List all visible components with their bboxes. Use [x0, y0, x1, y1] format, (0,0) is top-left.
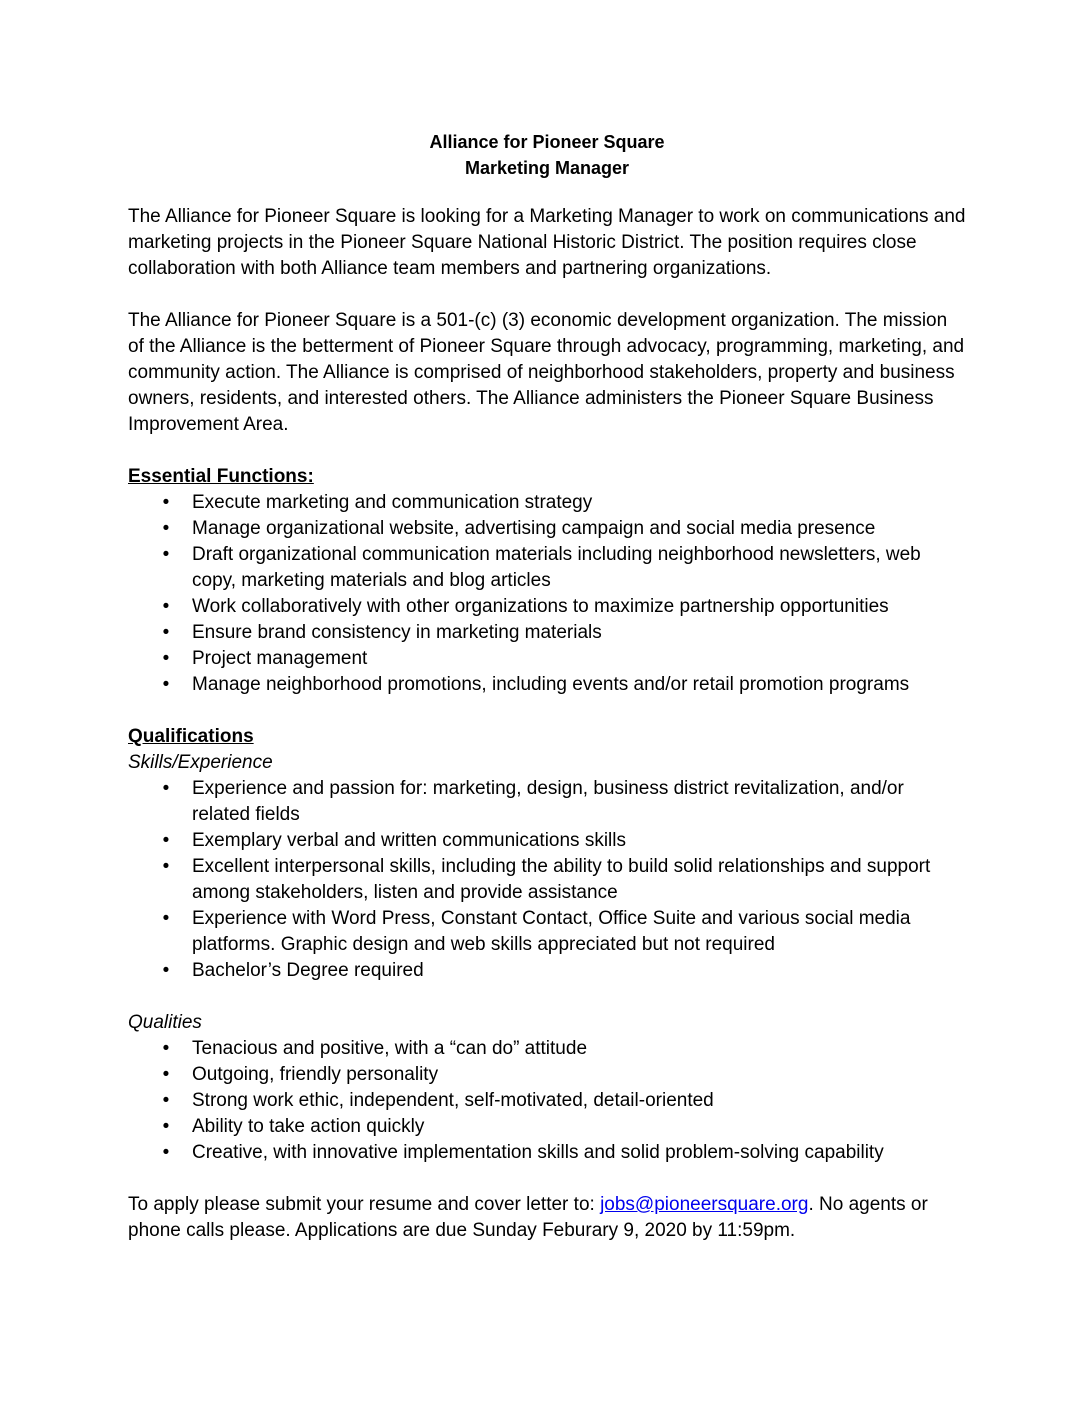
quality-item-text: Outgoing, friendly personality [192, 1064, 439, 1085]
essential-function-item [128, 490, 966, 516]
bullet-icon: • [162, 1064, 170, 1085]
essential-function-item-text: Work collaboratively with other organizations to maximize partnership opportunities [192, 596, 889, 617]
essential-function-item [128, 516, 966, 542]
skill-item [128, 828, 966, 854]
essential-function-item [128, 594, 966, 620]
skill-item [128, 906, 966, 958]
qualifications-heading: Qualifications [128, 726, 254, 747]
quality-item-text: Ability to take action quickly [192, 1116, 425, 1137]
quality-item-text: Tenacious and positive, with a “can do” attitude [192, 1038, 588, 1059]
skill-item [128, 854, 966, 906]
intro-paragraph-2: The Alliance for Pioneer Square is a 501-(c) (3) economic development organization. The mission of the Alliance is the betterment of Pioneer Square through advocacy, programming, marketing, and community action. The Alliance is comprised of neighborhood stakeholders, property and business owners, residents, and interested others. The Alliance administers the Pioneer Square Business Improvement Area. [128, 310, 965, 435]
intro-paragraph-1: The Alliance for Pioneer Square is looking for a Marketing Manager to work on communications and marketing projects in the Pioneer Square National Historic District. The position requires close collaboration with both Alliance team members and partnering organizations. [128, 206, 966, 279]
bullet-icon: • [162, 856, 170, 877]
title-block [128, 129, 966, 181]
bullet-icon: • [162, 596, 170, 617]
essential-function-item-text: Execute marketing and communication strategy [192, 492, 593, 513]
skill-item-text: Experience with Word Press, Constant Contact, Office Suite and various social media platforms. Graphic design and web skills appreciated but not required [192, 908, 911, 955]
skills-list [128, 776, 966, 984]
document-subtitle: Marketing Manager [464, 158, 630, 178]
bullet-icon: • [162, 908, 170, 929]
essential-function-item [128, 646, 966, 672]
apply-text-after: . No agents or phone calls please. Applications are due Sunday Feburary 9, 2020 by 11:59pm. [128, 1194, 928, 1241]
bullet-icon: • [162, 544, 170, 565]
quality-item [128, 1114, 966, 1140]
quality-item [128, 1140, 966, 1166]
quality-item-text: Strong work ethic, independent, self-motivated, detail-oriented [192, 1090, 714, 1111]
skill-item-text: Exemplary verbal and written communications skills [192, 830, 626, 851]
skill-item [128, 776, 966, 828]
document-content [128, 129, 966, 1270]
skill-item-text: Experience and passion for: marketing, design, business district revitalization, and/or related fields [192, 778, 904, 825]
quality-item [128, 1036, 966, 1062]
email-link[interactable]: jobs@pioneersquare.org [600, 1194, 809, 1215]
bullet-icon: • [162, 830, 170, 851]
essential-function-item-text: Manage neighborhood promotions, including events and/or retail promotion programs [192, 674, 910, 695]
bullet-icon: • [162, 1142, 170, 1163]
quality-item-text: Creative, with innovative implementation skills and solid problem-solving capability [192, 1142, 884, 1163]
apply-paragraph [128, 1192, 966, 1244]
essential-function-item-text: Project management [192, 648, 368, 669]
bullet-icon: • [162, 622, 170, 643]
essential-functions-list [128, 490, 966, 698]
essential-function-item [128, 672, 966, 698]
skill-item [128, 958, 966, 984]
essential-function-item [128, 542, 966, 594]
essential-function-item-text: Manage organizational website, advertising campaign and social media presence [192, 518, 876, 539]
quality-item [128, 1062, 966, 1088]
quality-item [128, 1088, 966, 1114]
document-title: Alliance for Pioneer Square [429, 132, 665, 152]
bullet-icon: • [162, 778, 170, 799]
essential-functions-heading: Essential Functions: [128, 466, 314, 487]
bullet-icon: • [162, 648, 170, 669]
qualities-list [128, 1036, 966, 1166]
qualities-heading: Qualities [128, 1012, 202, 1033]
apply-text-before: To apply please submit your resume and cover letter to: [128, 1194, 601, 1215]
bullet-icon: • [162, 674, 170, 695]
bullet-icon: • [162, 492, 170, 513]
skills-experience-heading: Skills/Experience [128, 752, 273, 773]
bullet-icon: • [162, 1116, 170, 1137]
bullet-icon: • [162, 1090, 170, 1111]
skill-item-text: Bachelor’s Degree required [192, 960, 424, 981]
bullet-icon: • [162, 518, 170, 539]
essential-function-item [128, 620, 966, 646]
essential-function-item-text: Draft organizational communication materials including neighborhood newsletters, web copy, marketing materials and blog articles [192, 544, 921, 591]
skill-item-text: Excellent interpersonal skills, including the ability to build solid relationships and support among stakeholders, listen and provide assistance [192, 856, 931, 903]
bullet-icon: • [162, 1038, 170, 1059]
essential-function-item-text: Ensure brand consistency in marketing materials [192, 622, 602, 643]
bullet-icon: • [162, 960, 170, 981]
